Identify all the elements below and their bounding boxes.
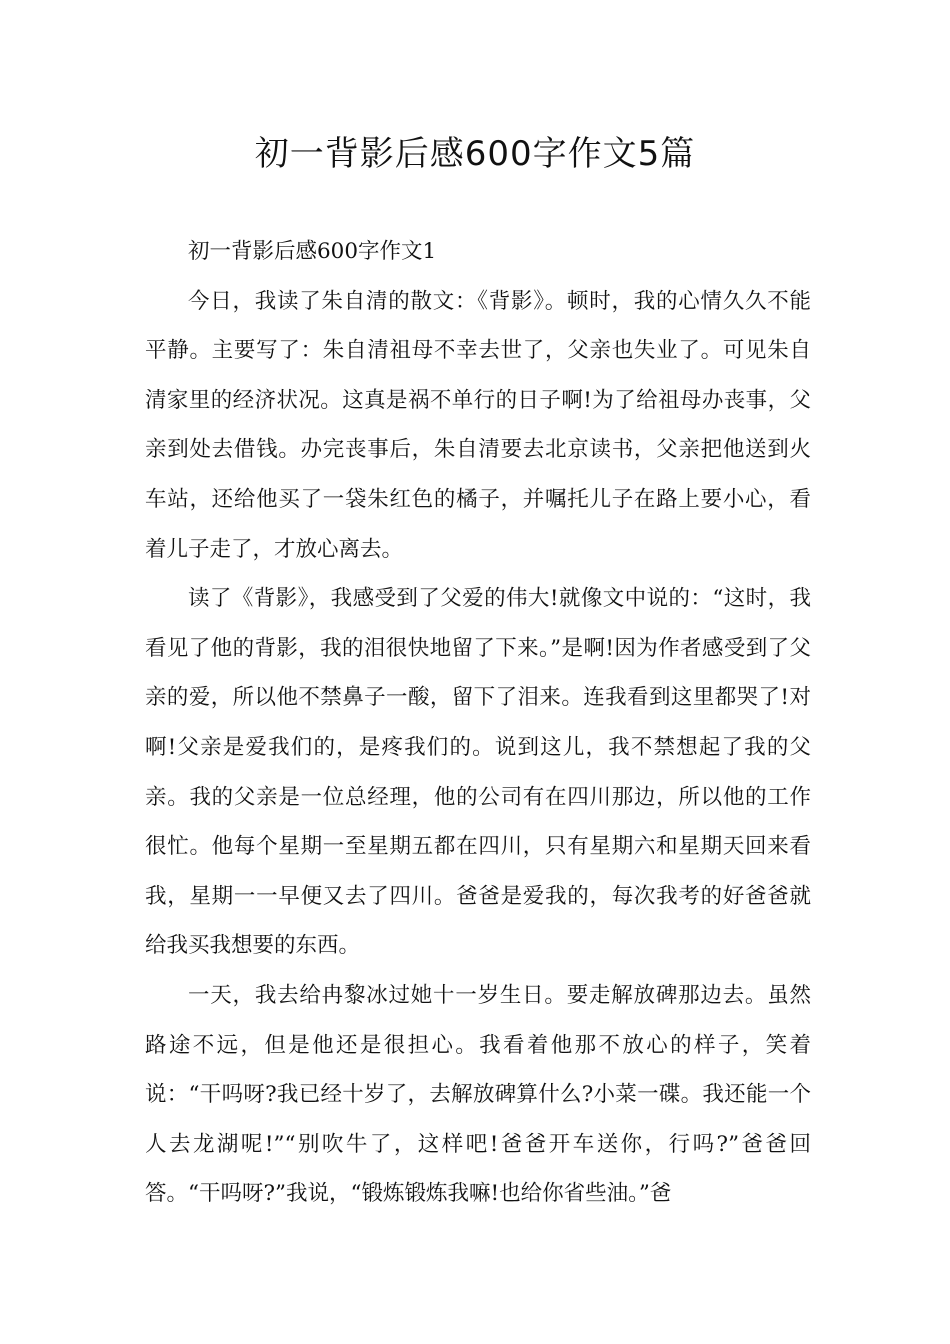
paragraph-3: 一天，我去给冉黎冰过她十一岁生日。要走解放碑那边去。虽然路途不远，但是他还是很担心。我看着他那不放心的样子，笑着说：“干吗呀?我已经十岁了，去解放碑算什么?小菜一碟。我还能一个人去龙湖呢!”“别吹牛了，这样吧!爸爸开车送你，行吗?”爸爸回答。“干吗呀?”我说，“锻炼锻炼我嘛!也给你省些油。”爸 — [145, 982, 811, 1207]
document-body — [145, 227, 811, 1219]
paragraph-1: 今日，我读了朱自清的散文：《背影》。顿时，我的心情久久不能平静。主要写了：朱自清祖母不幸去世了，父亲也失业了。可见朱自清家里的经济状况。这真是祸不单行的日子啊!为了给祖母办丧事，父亲到处去借钱。办完丧事后，朱自清要去北京读书，父亲把他送到火车站，还给他买了一袋朱红色的橘子，并嘱托儿子在路上要小心，看着儿子走了，才放心离去。 — [145, 288, 811, 562]
section-subheading: 初一背影后感600字作文1 — [188, 239, 437, 264]
paragraph-2: 读了《背影》，我感受到了父爱的伟大!就像文中说的：“这时，我看见了他的背影，我的泪很快地留了下来。”是啊!因为作者感受到了父亲的爱，所以他不禁鼻子一酸，留下了泪来。连我看到这里都哭了!对啊!父亲是爱我们的，是疼我们的。说到这儿，我不禁想起了我的父亲。我的父亲是一位总经理，他的公司有在四川那边，所以他的工作很忙。他每个星期一至星期五都在四川，只有星期六和星期天回来看我，星期一一早便又去了四川。爸爸是爱我的，每次我考的好爸爸就给我买我想要的东西。 — [145, 586, 811, 959]
document-title: 初一背影后感600字作文5篇 — [254, 134, 696, 174]
